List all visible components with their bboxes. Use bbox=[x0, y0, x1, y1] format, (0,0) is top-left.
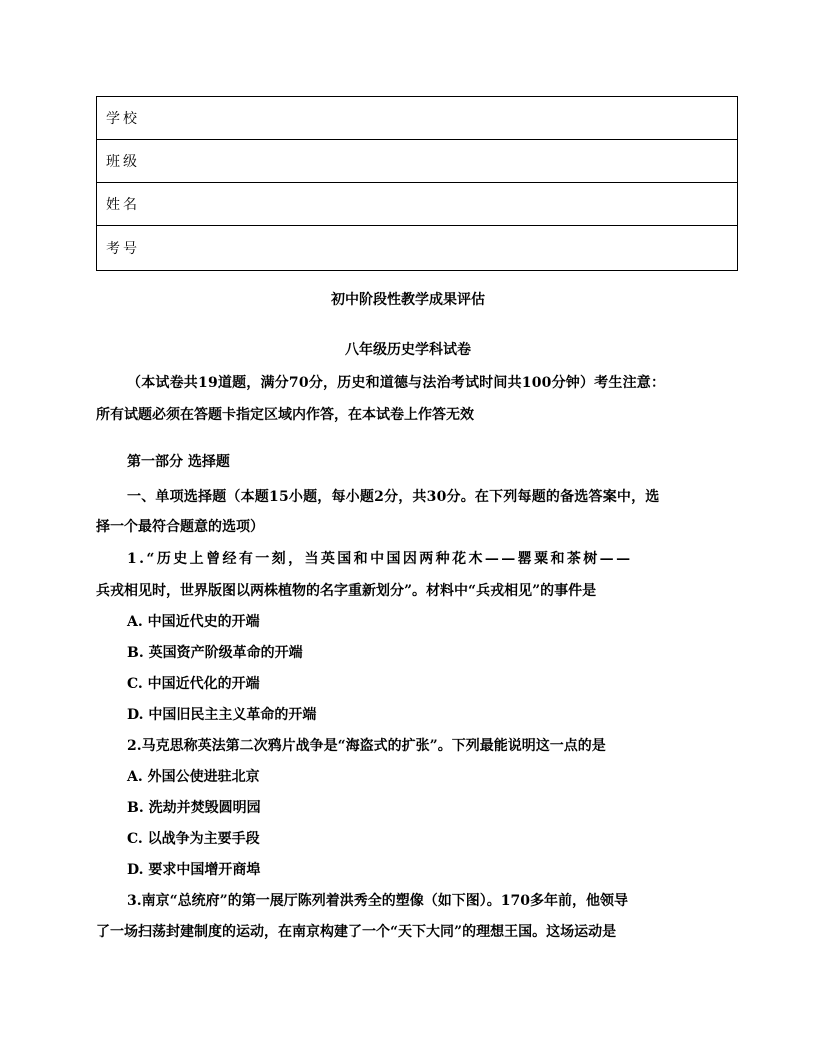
exam-number-field[interactable] bbox=[97, 226, 737, 270]
question-1-stem-line-2: 兵戎相见时，世界版图以两株植物的名字重新划分”。材料中“兵戎相见”的事件是 bbox=[96, 583, 597, 599]
question-3-stem-line-1: 3.南京“总统府”的第一展厅陈列着洪秀全的塑像（如下图）。170多年前，他领导 bbox=[127, 893, 628, 909]
notice-line-1: （本试卷共19道题，满分70分，历史和道德与法治考试时间共100分钟）考生注意： bbox=[127, 375, 666, 391]
question-1-option-d[interactable]: D. 中国旧民主主义革命的开端 bbox=[127, 707, 317, 723]
part-heading: 第一部分 选择题 bbox=[127, 454, 230, 470]
question-1-stem-line-1: 1.“历史上曾经有一刻，当英国和中国因两种花木——罂粟和茶树—— bbox=[127, 551, 633, 567]
class-label: 班级 bbox=[106, 154, 140, 170]
question-3-stem-line-2: 了一场扫荡封建制度的运动，在南京构建了一个“天下大同”的理想王国。这场运动是 bbox=[96, 924, 617, 940]
question-2-option-c[interactable]: C. 以战争为主要手段 bbox=[127, 831, 260, 847]
info-table bbox=[96, 96, 738, 271]
school-label: 学校 bbox=[106, 111, 140, 127]
name-label: 姓名 bbox=[106, 197, 140, 213]
school-field[interactable] bbox=[97, 97, 737, 140]
question-2-option-b[interactable]: B. 洗劫并焚毁圆明园 bbox=[127, 800, 261, 816]
question-1-option-c[interactable]: C. 中国近代化的开端 bbox=[127, 676, 260, 692]
question-2-option-d[interactable]: D. 要求中国增开商埠 bbox=[127, 862, 261, 878]
section-instruction-line-1: 一、单项选择题（本题15小题，每小题2分，共30分。在下列每题的备选答案中，选 bbox=[127, 489, 660, 505]
question-1-option-b[interactable]: B. 英国资产阶级革命的开端 bbox=[127, 645, 303, 661]
main-title: 初中阶段性教学成果评估 bbox=[331, 292, 485, 308]
question-2-option-a[interactable]: A. 外国公使进驻北京 bbox=[127, 769, 260, 785]
class-field[interactable] bbox=[97, 140, 737, 183]
section-instruction-line-2: 择一个最符合题意的选项） bbox=[96, 519, 264, 535]
question-2-stem: 2.马克思称英法第二次鸦片战争是“海盗式的扩张”。下列最能说明这一点的是 bbox=[127, 738, 606, 754]
sub-title: 八年级历史学科试卷 bbox=[345, 342, 471, 358]
exam-number-label: 考号 bbox=[106, 241, 140, 257]
notice-line-2: 所有试题必须在答题卡指定区域内作答，在本试卷上作答无效 bbox=[96, 407, 474, 423]
name-field[interactable] bbox=[97, 183, 737, 226]
question-1-option-a[interactable]: A. 中国近代史的开端 bbox=[127, 614, 260, 630]
